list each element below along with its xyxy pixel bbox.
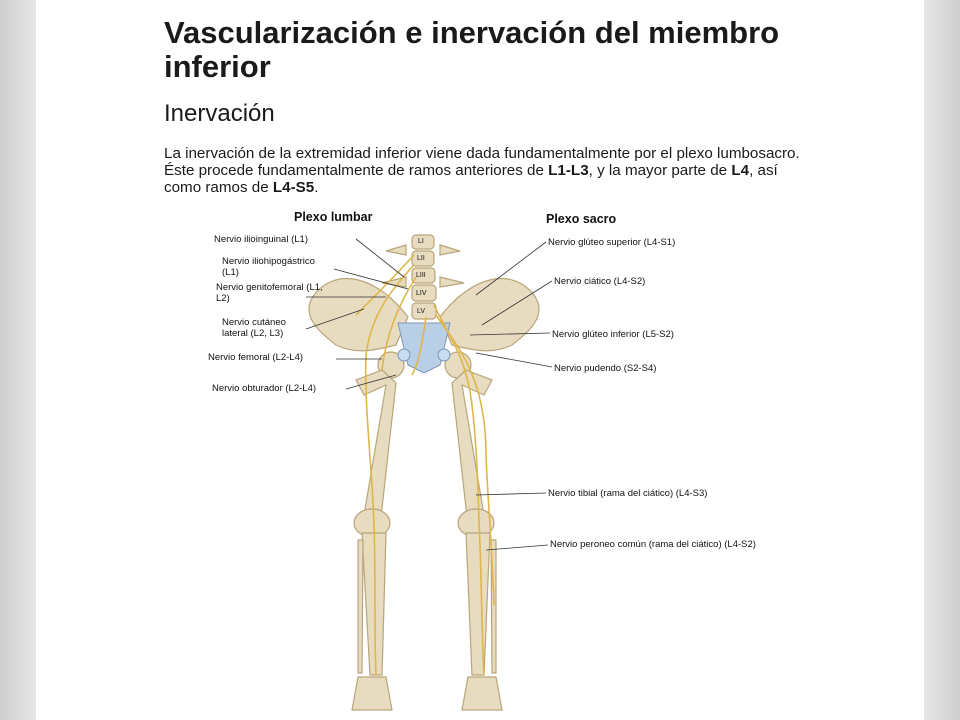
slide-left-margin [0,0,36,720]
body-text: , así como ramos de [164,162,778,196]
vertebra-label: LIV [416,290,427,297]
plexo-sacro-heading: Plexo sacro [546,212,617,226]
body-bold-l1-l3: L1-L3 [548,162,589,179]
right-tibia [466,533,490,675]
label-nervio-gluteo-superior: Nervio glúteo superior (L4-S1) [548,237,676,248]
anatomy-figure [186,205,786,720]
right-foot [462,677,502,710]
label-nervio-cutaneo-lateral: Nervio cutáneo lateral (L2, L3) [222,317,286,339]
vertebra-label: LI [418,238,424,245]
obturator-foramen-right [438,349,450,361]
label-nervio-iliohipogastrico: Nervio iliohipogástrico (L1) [222,256,315,278]
vertebra-label: LIII [416,272,426,279]
label-nervio-pudendo: Nervio pudendo (S2-S4) [554,363,657,374]
label-nervio-genitofemoral: Nervio genitofemoral (L1, L2) [216,282,323,304]
slide-title: Vascularización e inervación del miembro inferior [164,15,780,84]
vertebra-label: LV [417,308,426,315]
right-iliac-wing [440,279,539,351]
slide [36,0,924,720]
body-paragraph [164,145,804,196]
label-nervio-gluteo-inferior: Nervio glúteo inferior (L5-S2) [552,329,674,340]
body-text: . [314,179,319,196]
body-bold-l4: L4 [731,162,750,179]
slide-subtitle: Inervación [164,100,275,127]
body-bold-l4-s5: L4-S5 [272,179,315,196]
obturator-foramen-left [398,349,410,361]
label-nervio-peroneo-comun: Nervio peroneo común (rama del ciático) (L4-S2) [550,539,756,550]
label-nervio-obturador: Nervio obturador (L2-L4) [212,383,317,394]
left-femur [356,370,396,517]
label-nervio-ilioinguinal: Nervio ilioinguinal (L1) [214,234,308,245]
body-text: La inervación de la extremidad inferior viene dada fundamentalmente por el plexo lumbosacro. Éste procede fundamentalmente de ramos anteriores de [164,145,800,179]
left-foot [352,677,392,710]
label-nervio-ciatico: Nervio ciático (L4-S2) [554,276,646,287]
plexo-lumbar-heading: Plexo lumbar [294,210,373,224]
slide-right-margin [924,0,960,720]
label-nervio-tibial: Nervio tibial (rama del ciático) (L4-S3) [548,488,708,499]
label-nervio-femoral: Nervio femoral (L2-L4) [208,352,304,363]
vertebra-label: LII [417,255,425,262]
body-text: , y la mayor parte de [588,162,732,179]
